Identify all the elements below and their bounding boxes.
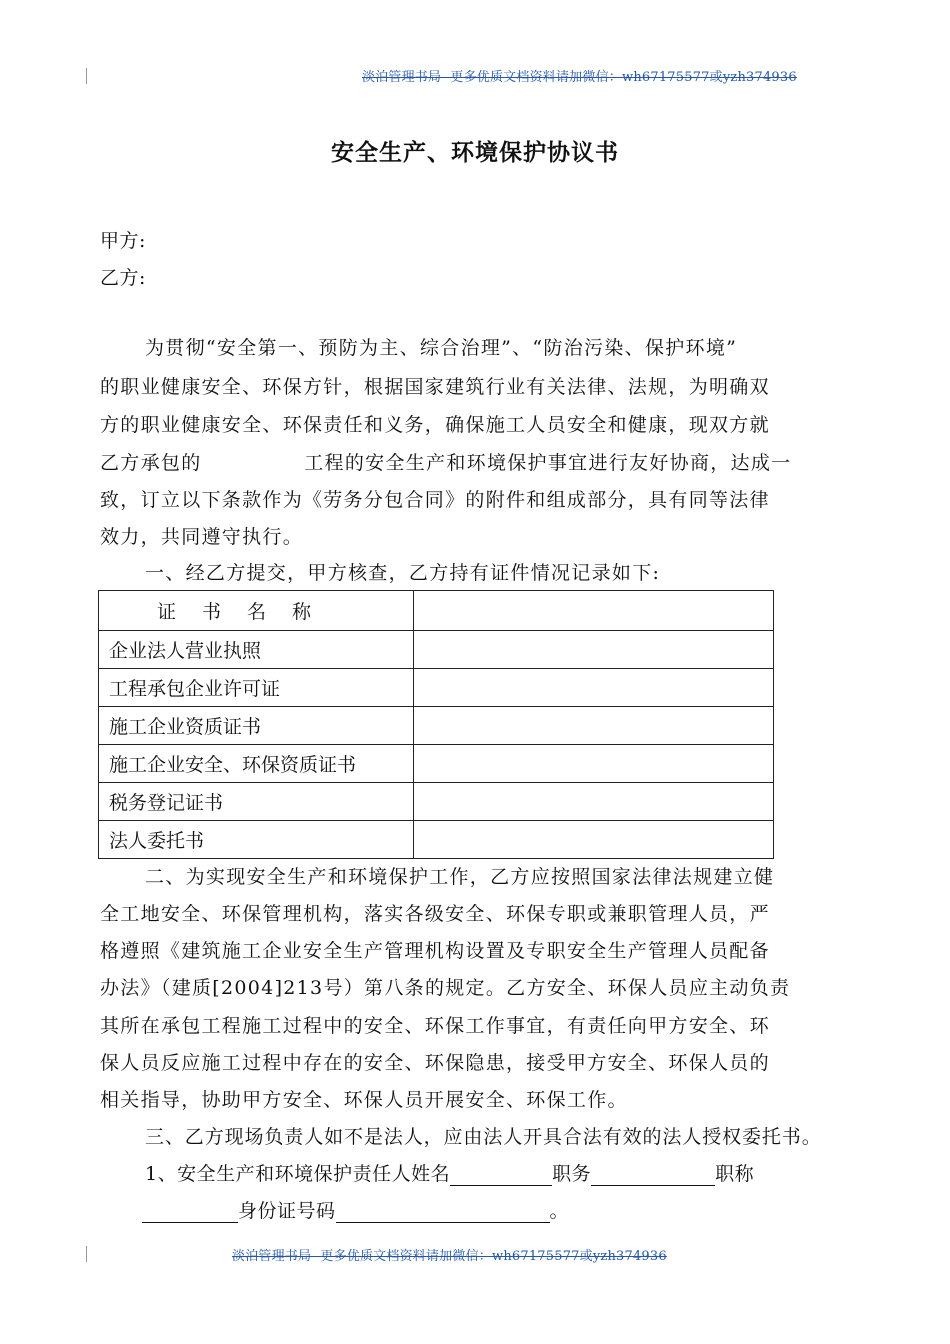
party-b-label: 乙方: xyxy=(100,267,146,289)
table-cell-empty xyxy=(414,591,774,631)
certificate-value-cell xyxy=(414,745,774,783)
certificate-value-cell xyxy=(414,783,774,821)
section-2-line: 相关指导，协助甲方安全、环保人员开展安全、环保工作。 xyxy=(100,1089,628,1111)
intro-line: 为贯彻“安全第一、预防为主、综合治理”、“防治污染、保护环境” xyxy=(145,337,738,359)
section-2-line: 办法》（建质[2004]213号）第八条的规定。乙方安全、环保人员应主动负责 xyxy=(100,977,791,999)
footer-margin-mark xyxy=(86,1246,87,1262)
section-2-line: 全工地安全、环保管理机构，落实各级安全、环保专职或兼职管理人员，严 xyxy=(100,903,770,925)
table-row xyxy=(99,631,774,669)
id-number-label: 身份证号码 xyxy=(238,1200,336,1222)
certificate-value-cell xyxy=(414,821,774,859)
header-margin-mark xyxy=(86,68,87,84)
job-title-blank[interactable] xyxy=(142,1202,238,1223)
item-1-line-2 xyxy=(142,1196,569,1223)
document-title: 安全生产、环境保护协议书 xyxy=(331,139,619,166)
certificate-table xyxy=(98,590,774,859)
position-label: 职务 xyxy=(552,1163,592,1185)
intro-line: 致，订立以下条款作为《劳务分包合同》的附件和组成部分，具有同等法律 xyxy=(100,489,770,511)
footer-watermark[interactable]: 淡泊管理书局--更多优质文档资料请加微信：wh67175577或yzh374936 xyxy=(232,1249,667,1264)
certificate-name-cell: 工程承包企业许可证 xyxy=(99,669,414,707)
section-2-line: 格遵照《建筑施工企业安全生产管理机构设置及专职安全生产管理人员配备 xyxy=(100,940,770,962)
position-blank[interactable] xyxy=(591,1165,715,1186)
table-header-cell: 证书名称 xyxy=(99,591,414,631)
table-row xyxy=(99,669,774,707)
section-3-heading: 三、乙方现场负责人如不是法人，应由法人开具合法有效的法人授权委托书。 xyxy=(145,1126,822,1148)
table-row xyxy=(99,783,774,821)
certificate-value-cell xyxy=(414,669,774,707)
header-watermark[interactable]: 淡泊管理书局--更多优质文档资料请加微信：wh67175577或yzh374936 xyxy=(362,70,797,85)
table-header-row xyxy=(99,591,774,631)
responsible-name-blank[interactable] xyxy=(450,1165,552,1186)
id-number-blank[interactable] xyxy=(336,1202,550,1223)
section-2-line: 保人员反应施工过程中存在的安全、环保隐患，接受甲方安全、环保人员的 xyxy=(100,1052,770,1074)
party-a-label: 甲方: xyxy=(100,230,146,252)
section-2-line: 二、为实现安全生产和环境保护工作，乙方应按照国家法律法规建立健 xyxy=(145,866,775,888)
table-row xyxy=(99,745,774,783)
certificate-name-cell: 企业法人营业执照 xyxy=(99,631,414,669)
table-row xyxy=(99,821,774,859)
item-1-end: 。 xyxy=(549,1200,570,1222)
job-title-label: 职称 xyxy=(715,1163,755,1185)
certificate-name-cell: 施工企业资质证书 xyxy=(99,707,414,745)
certificate-name-cell: 施工企业安全、环保资质证书 xyxy=(99,745,414,783)
intro-line: 的职业健康安全、环保方针，根据国家建筑行业有关法律、法规，为明确双 xyxy=(100,376,770,398)
item-1-line xyxy=(145,1159,754,1186)
table-row xyxy=(99,707,774,745)
intro-line: 效力，共同遵守执行。 xyxy=(100,526,304,548)
certificate-name-cell: 税务登记证书 xyxy=(99,783,414,821)
certificate-name-cell: 法人委托书 xyxy=(99,821,414,859)
responsible-name-label: 1、安全生产和环境保护责任人姓名 xyxy=(145,1163,451,1185)
section-2-line: 其所在承包工程施工过程中的安全、环保工作事宜，有责任向甲方安全、环 xyxy=(100,1015,770,1037)
section-1-heading: 一、经乙方提交，甲方核查，乙方持有证件情况记录如下: xyxy=(145,562,661,584)
intro-line: 方的职业健康安全、环保责任和义务，确保施工人员安全和健康，现双方就 xyxy=(100,414,770,436)
certificate-value-cell xyxy=(414,707,774,745)
intro-line: 乙方承包的 工程的安全生产和环境保护事宜进行友好协商，达成一 xyxy=(100,452,792,474)
certificate-value-cell xyxy=(414,631,774,669)
